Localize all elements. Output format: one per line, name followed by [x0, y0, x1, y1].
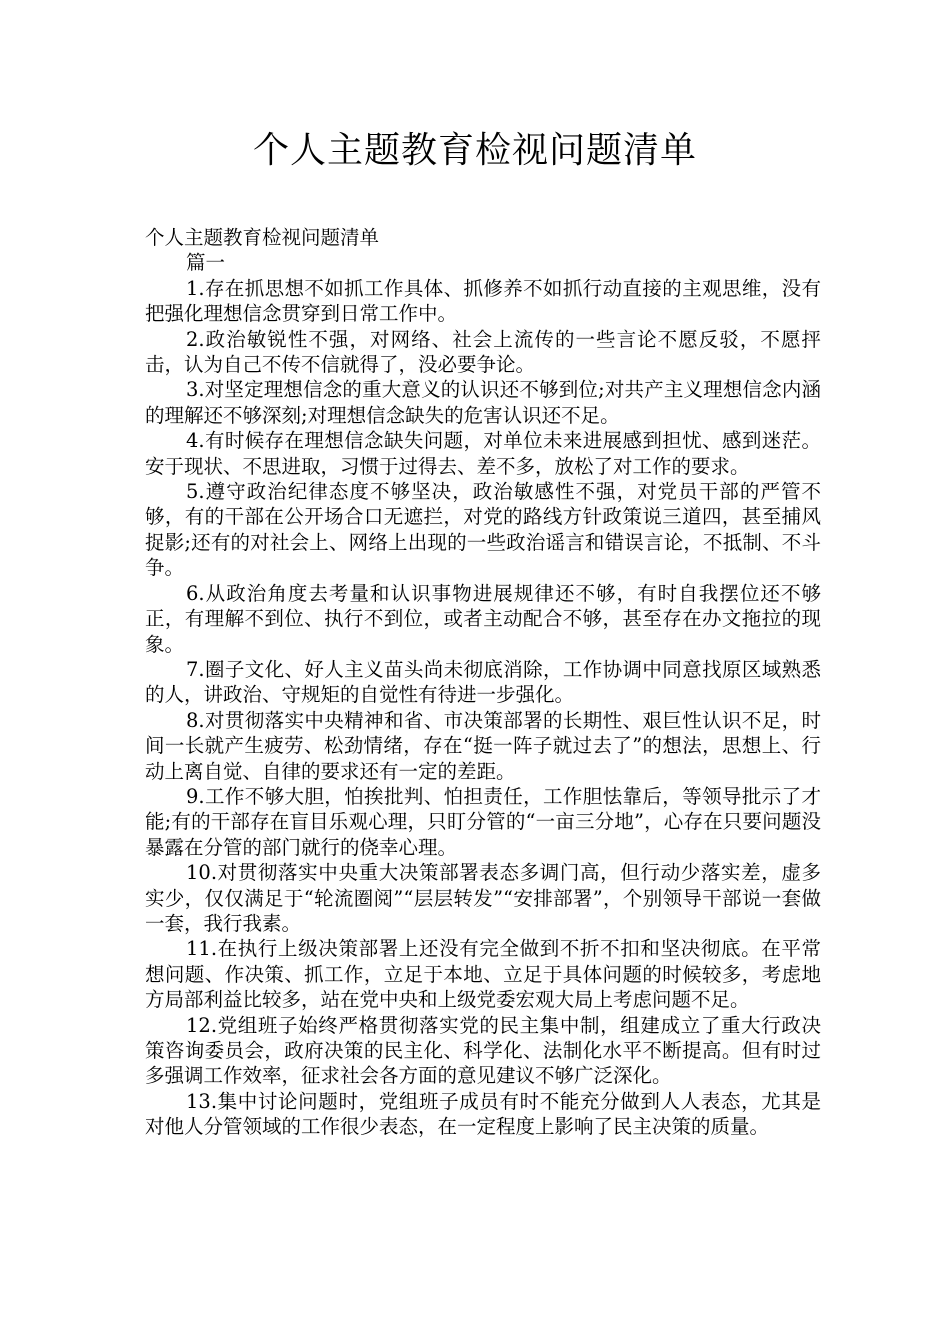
section-label: 篇一: [186, 251, 226, 275]
list-item: 5.遵守政治纪律态度不够坚决，政治敏感性不强，对党员干部的严管不够，有的干部在公开场合口无遮拦，对党的路线方针政策说三道四，甚至捕风捉影;还有的对社会上、网络上出现的一些政治谣言和错误言论，不抵制、不斗争。: [145, 480, 821, 580]
list-item: 7.圈子文化、好人主义苗头尚未彻底消除，工作协调中同意找原区域熟悉的人，讲政治、守规矩的自觉性有待进一步强化。: [145, 657, 821, 707]
list-item: 3.对坚定理想信念的重大意义的认识还不够到位;对共产主义理想信念内涵的理解还不够深刻;对理想信念缺失的危害认识还不足。: [145, 378, 821, 427]
document-subtitle: 个人主题教育检视问题清单: [145, 226, 380, 249]
list-item: 13.集中讨论问题时，党组班子成员有时不能充分做到人人表态，尤其是对他人分管领域的工作很少表态，在一定程度上影响了民主决策的质量。: [145, 1089, 821, 1139]
list-item: 10.对贯彻落实中央重大决策部署表态多调门高，但行动少落实差，虚多实少，仅仅满足于“轮流圈阅”“层层转发”“安排部署”，个别领导干部说一套做一套，我行我素。: [145, 861, 821, 935]
list-item: 11.在执行上级决策部署上还没有完全做到不折不扣和坚决彻底。在平常想问题、作决策、抓工作，立足于本地、立足于具体问题的时候较多，考虑地方局部利益比较多，站在党中央和上级党委宏观大局上考虑问题不足。: [145, 937, 821, 1012]
document-body: [145, 225, 821, 1140]
list-item: 9.工作不够大胆，怕挨批判、怕担责任，工作胆怯靠后，等领导批示了才能;有的干部存在盲目乐观心理，只盯分管的“一亩三分地”，心存在只要问题没暴露在分管的部门就行的侥幸心理。: [145, 784, 821, 859]
document-title: 个人主题教育检视问题清单: [252, 130, 697, 171]
list-item: 6.从政治角度去考量和认识事物进展规律还不够，有时自我摆位还不够正，有理解不到位、执行不到位，或者主动配合不够，甚至存在办文拖拉的现象。: [145, 581, 821, 656]
list-item: 2.政治敏锐性不强，对网络、社会上流传的一些言论不愿反驳，不愿抨击，认为自己不传不信就得了，没必要争论。: [145, 327, 821, 377]
list-item: 1.存在抓思想不如抓工作具体、抓修养不如抓行动直接的主观思维，没有把强化理想信念贯穿到日常工作中。: [145, 276, 821, 326]
list-item: 8.对贯彻落实中央精神和省、市决策部署的长期性、艰巨性认识不足，时间一长就产生疲劳、松劲情绪，存在“挺一阵子就过去了”的想法，思想上、行动上离自觉、自律的要求还有一定的差距。: [145, 708, 821, 783]
list-item: 12.党组班子始终严格贯彻落实党的民主集中制，组建成立了重大行政决策咨询委员会，政府决策的民主化、科学化、法制化水平不断提高。但有时过多强调工作效率，征求社会各方面的意见建议不够广泛深化。: [145, 1013, 821, 1088]
list-item: 4.有时候存在理想信念缺失问题，对单位未来进展感到担忧、感到迷茫。安于现状、不思进取，习惯于过得去、差不多，放松了对工作的要求。: [145, 429, 821, 478]
